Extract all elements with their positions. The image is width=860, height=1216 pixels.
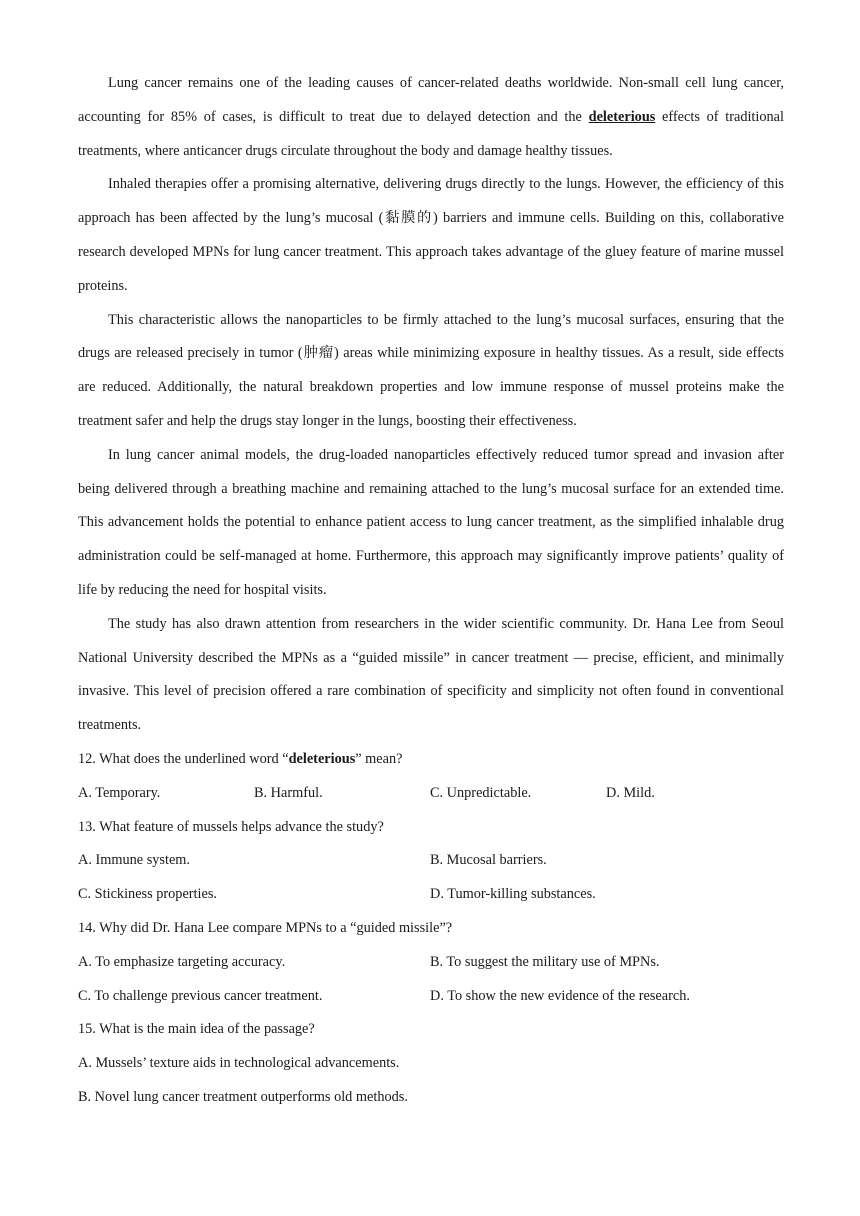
exam-page [78,67,784,1115]
q12-stem-after: ” mean? [355,750,403,767]
p1-text-before: Lung cancer remains one of the leading causes of cancer-related deaths worldwide. Non-small cell lung cancer, accounting for 85% of cases, is difficult to treat due to delayed detection and the [78,75,784,125]
q12-option-d[interactable]: D. Mild. [606,784,655,801]
question-12-stem [78,743,784,777]
question-14-options-row1 [78,946,784,980]
q13-option-c[interactable]: C. Stickiness properties. [78,886,217,903]
question-13-options-row2 [78,878,784,912]
passage-paragraph-1 [78,67,784,168]
q14-option-b[interactable]: B. To suggest the military use of MPNs. [430,953,660,970]
q13-option-a[interactable]: A. Immune system. [78,852,190,869]
q15-option-b[interactable]: B. Novel lung cancer treatment outperforms old methods. [78,1088,408,1105]
q14-option-d[interactable]: D. To show the new evidence of the research. [430,987,690,1004]
q12-option-c[interactable]: C. Unpredictable. [430,784,532,801]
q12-stem-word: deleterious [288,750,356,767]
passage-paragraph-4: In lung cancer animal models, the drug-loaded nanoparticles effectively reduced tumor spread and invasion after being delivered through a breathing machine and remaining attached to the lung’s mucosal surface for an extended time. This advancement holds the potential to enhance patient access to lung cancer treatment, as the simplified inhalable drug administration could be self-managed at home. Furthermore, this approach may significantly improve patients’ quality of life by reducing the need for hospital visits. [78,446,784,598]
underlined-word: deleterious [588,108,656,125]
question-13-stem: 13. What feature of mussels helps advance the study? [78,818,384,835]
question-12-options [78,777,784,811]
question-15-stem: 15. What is the main idea of the passage? [78,1021,315,1038]
question-13-options-row1 [78,844,784,878]
q12-option-b[interactable]: B. Harmful. [254,784,323,801]
q14-option-a[interactable]: A. To emphasize targeting accuracy. [78,953,286,970]
q12-stem-before: 12. What does the underlined word “ [78,750,289,767]
question-14-options-row2 [78,980,784,1014]
q13-option-b[interactable]: B. Mucosal barriers. [430,852,547,869]
passage-paragraph-2: Inhaled therapies offer a promising alternative, delivering drugs directly to the lungs. However, the efficiency of this approach has been affected by the lung’s mucosal (黏膜的) barriers and immune cells. Building on this, collaborative research developed MPNs for lung cancer treatment. This approach takes advantage of the gluey feature of marine mussel proteins. [78,176,784,294]
q12-option-a[interactable]: A. Temporary. [78,784,161,801]
q13-option-d[interactable]: D. Tumor-killing substances. [430,886,596,903]
q15-option-a[interactable]: A. Mussels’ texture aids in technological advancements. [78,1055,400,1072]
q14-option-c[interactable]: C. To challenge previous cancer treatment. [78,987,323,1004]
question-14-stem: 14. Why did Dr. Hana Lee compare MPNs to a “guided missile”? [78,919,453,936]
passage-paragraph-3: This characteristic allows the nanoparticles to be firmly attached to the lung’s mucosal surfaces, ensuring that the drugs are released precisely in tumor (肿瘤) areas while minimizing exposure in healthy tissues. As a result, side effects are reduced. Additionally, the natural breakdown properties and low immune response of mussel proteins make the treatment safer and help the drugs stay longer in the lungs, boosting their effectiveness. [78,311,784,429]
passage-paragraph-5: The study has also drawn attention from researchers in the wider scientific community. Dr. Hana Lee from Seoul National University described the MPNs as a “guided missile” in cancer treatment — precise, efficient, and minimally invasive. This level of precision offered a rare combination of specificity and simplicity not often found in conventional treatments. [78,615,784,734]
p1-text-after: effects of traditional treatments, where anticancer drugs circulate throughout the body and damage healthy tissues. [78,108,784,159]
